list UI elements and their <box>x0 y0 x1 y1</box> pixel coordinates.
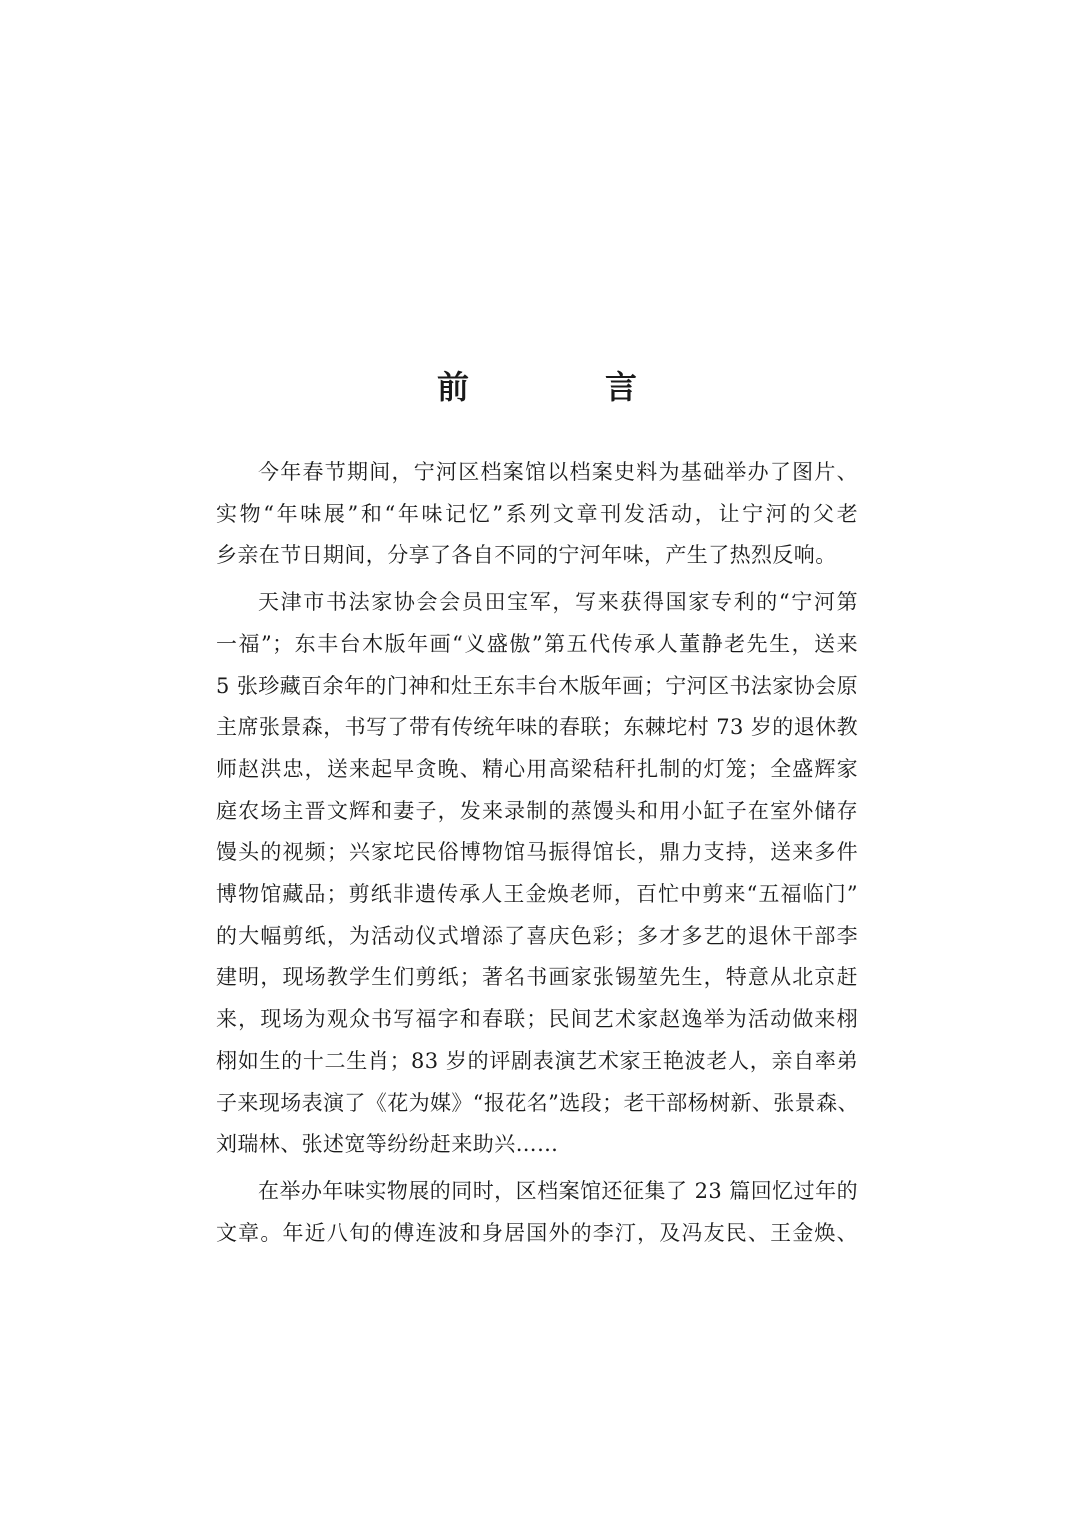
text-line: 一福”；东丰台木版年画“义盛傲”第五代传承人董静老先生，送来 <box>216 631 858 656</box>
text-line: 主席张景森，书写了带有传统年味的春联；东棘坨村 73 岁的退休教 <box>216 715 858 740</box>
paragraph-3 <box>216 1171 858 1254</box>
text-line: 子来现场表演了《花为媒》“报花名”选段；老干部杨树新、张景森、 <box>216 1090 859 1115</box>
text-line: 5 张珍藏百余年的门神和灶王东丰台木版年画；宁河区书法家协会原 <box>216 673 858 698</box>
text-line: 馒头的视频；兴家坨民俗博物馆马振得馆长，鼎力支持，送来多件 <box>216 840 858 865</box>
page-title: 前 言 <box>436 368 689 406</box>
text-line: 乡亲在节日期间，分享了各自不同的宁河年味，产生了热烈反响。 <box>216 543 837 568</box>
text-line: 在举办年味实物展的同时，区档案馆还征集了 23 篇回忆过年的 <box>258 1178 858 1203</box>
paragraph-2 <box>216 582 858 1166</box>
text-line: 文章。年近八旬的傅连波和身居国外的李汀，及冯友民、王金焕、 <box>216 1220 858 1245</box>
text-line: 博物馆藏品；剪纸非遗传承人王金焕老师，百忙中剪来“五福临门” <box>216 882 858 907</box>
text-line: 栩如生的十二生肖；83 岁的评剧表演艺术家王艳波老人，亲自率弟 <box>216 1048 858 1073</box>
paragraph-1 <box>216 452 858 577</box>
text-line: 天津市书法家协会会员田宝军，写来获得国家专利的“宁河第 <box>258 590 858 615</box>
text-line: 来，现场为观众书写福字和春联；民间艺术家赵逸举为活动做来栩 <box>216 1007 858 1032</box>
text-line: 刘瑞林、张述宽等纷纷赶来助兴…… <box>216 1132 559 1157</box>
text-line: 庭农场主晋文辉和妻子，发来录制的蒸馒头和用小缸子在室外储存 <box>216 798 858 823</box>
text-line: 今年春节期间，宁河区档案馆以档案史料为基础举办了图片、 <box>258 460 858 484</box>
preface-body <box>216 452 858 1259</box>
text-line: 建明，现场教学生们剪纸；著名书画家张锡堃先生，特意从北京赶 <box>216 965 858 990</box>
text-line: 实物“年味展”和“年味记忆”系列文章刊发活动，让宁河的父老 <box>216 501 858 526</box>
text-line: 师赵洪忠，送来起早贪晚、精心用高梁秸秆扎制的灯笼；全盛辉家 <box>216 756 858 781</box>
text-line: 的大幅剪纸，为活动仪式增添了喜庆色彩；多才多艺的退休干部李 <box>216 923 858 948</box>
